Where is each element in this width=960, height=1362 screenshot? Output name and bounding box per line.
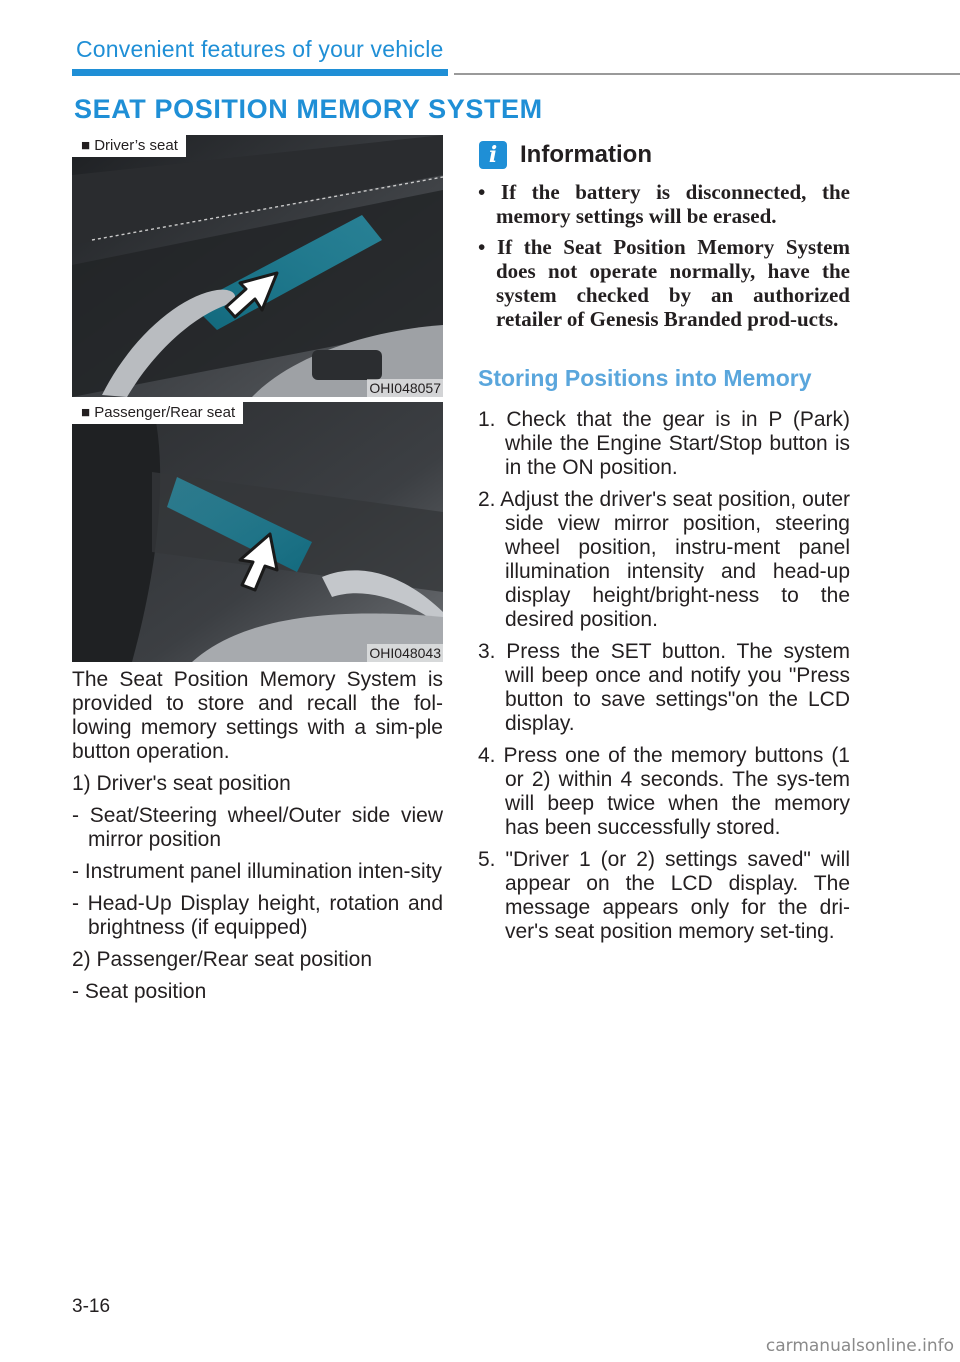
door-panel-illustration-driver	[72, 135, 443, 397]
figure-code: OHI048043	[369, 645, 441, 661]
left-column	[72, 668, 443, 1012]
header-bar-divider	[454, 73, 960, 75]
intro-paragraph: The Seat Position Memory System is provided to store and recall the fol-lowing memory settings with a sim-ple button operation.	[72, 668, 443, 763]
right-column	[478, 140, 850, 952]
header-bar-accent	[72, 69, 448, 76]
information-heading	[478, 140, 850, 170]
sub-item: - Seat/Steering wheel/Outer side view mirror position	[72, 804, 443, 851]
figure-drivers-seat	[72, 135, 443, 397]
sub-item: - Head-Up Display height, rotation and brightness (if equipped)	[72, 892, 443, 939]
figure-code: OHI048057	[369, 380, 441, 396]
storing-step: 4. Press one of the memory buttons (1 or 2) within 4 seconds. The sys-tem will beep twice when the memory has been successfully stored.	[478, 744, 850, 839]
storing-step: 3. Press the SET button. The system will beep once and notify you "Press button to save settings"on the LCD display.	[478, 640, 850, 735]
storing-step: 2. Adjust the driver's seat position, outer side view mirror position, steering wheel position, instru-ment panel illumination intensity and head-up display height/bright-ness to the desired position.	[478, 488, 850, 631]
header-title: Convenient features of your vehicle	[76, 36, 444, 62]
figure-caption: ■ Passenger/Rear seat	[72, 402, 243, 424]
storing-step: 1. Check that the gear is in P (Park) while the Engine Start/Stop button is in the ON position.	[478, 408, 850, 479]
storing-steps	[478, 408, 850, 944]
information-title: Information	[520, 141, 652, 168]
storing-title: Storing Positions into Memory	[478, 365, 812, 391]
sub-item: - Instrument panel illumination inten-sity	[72, 860, 443, 883]
information-bullet: • If the Seat Position Memory System does not operate normally, have the system checked by an authorized retailer of Genesis Branded prod-ucts.	[478, 235, 850, 331]
information-bullets	[478, 180, 850, 331]
information-bullet: • If the battery is disconnected, the memory settings will be erased.	[478, 180, 850, 228]
storing-step: 5. "Driver 1 (or 2) settings saved" will appear on the LCD display. The message appears only for the dri-ver's seat position memory set-ting.	[478, 848, 850, 943]
watermark: carmanualsonline.info	[765, 1336, 954, 1356]
list-item-passenger-seat: 2) Passenger/Rear seat position	[72, 948, 372, 971]
window-switch	[312, 350, 382, 380]
door-panel-illustration-passenger	[72, 402, 443, 662]
figure-caption: ■ Driver’s seat	[72, 135, 186, 157]
sub-item: - Seat position	[72, 980, 207, 1003]
figure-passenger-seat	[72, 402, 443, 662]
info-icon: i	[479, 141, 507, 169]
section-title: SEAT POSITION MEMORY SYSTEM	[74, 94, 543, 124]
page-number: 3-16	[72, 1296, 111, 1317]
list-item-drivers-seat: 1) Driver's seat position	[72, 772, 291, 795]
